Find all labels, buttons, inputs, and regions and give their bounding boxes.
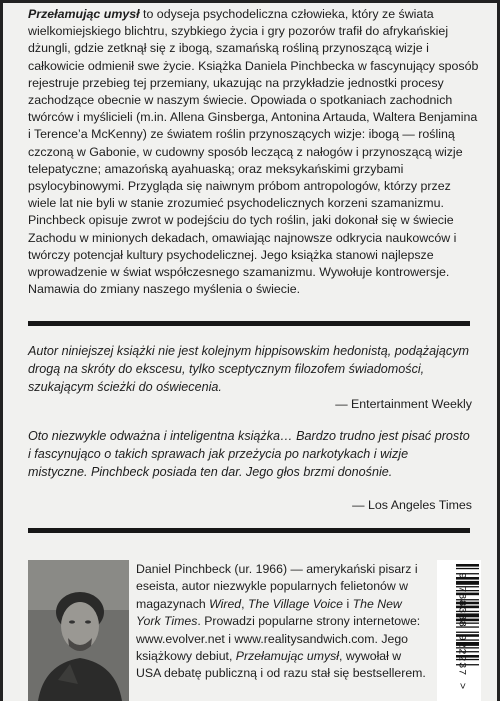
review-quote-2-source: — Los Angeles Times — [352, 498, 472, 512]
bio-magazine-nyt: The New York Times — [136, 596, 402, 629]
bio-separator-1: , — [241, 596, 248, 611]
divider-rule-top — [28, 321, 470, 326]
author-photo — [28, 560, 129, 701]
description-book-title: Przełamując umysł — [28, 7, 140, 21]
bio-book-title: Przełamując umysł — [235, 649, 339, 664]
review-quote-1-source: — Entertainment Weekly — [335, 397, 472, 411]
cover-left-edge — [0, 0, 3, 701]
bio-text-part-3: , wywołał w USA debatę publiczną i od razu stał się bestsellerem. — [136, 649, 426, 681]
review-quote-1 — [28, 342, 470, 396]
isbn-digits: 9 788388 922237 > — [455, 572, 468, 690]
author-bio — [136, 561, 426, 683]
description-paragraph — [28, 6, 480, 298]
divider-rule-bottom — [28, 528, 470, 533]
review-quote-2-text: Oto niezwykle odważna i inteligentna książka… Bardzo trudno jest pisać prosto i fascynująco o takich sprawach jak przeżycia po narkotykach i wizje mistyczne. Pinchbeck posiada ten dar. Jego głos brzmi donośnie. — [28, 429, 470, 479]
author-bio-paragraph — [136, 561, 426, 683]
review-quote-1-text: Autor niniejszej książki nie jest kolejnym hippisowskim hedonistą, podążającym drogą na skróty do ekscesu, tylko sceptycznym filozofem świadomości, szukającym ścieżki do oświecenia. — [28, 344, 469, 394]
bio-separator-2: i — [343, 596, 353, 611]
author-portrait-icon — [28, 560, 129, 701]
cover-top-edge — [0, 0, 500, 3]
bio-magazine-village-voice: The Village Voice — [248, 596, 344, 611]
book-description — [28, 6, 480, 298]
description-body: to odyseja psychodeliczna człowieka, który ze świata wielkomiejskiego blichtru, szybkiego życia i gry pozorów trafił do afrykańskiej dżungli, gdzie zetknął się z ibogą, szamańską rośliną przynoszącą wizje i całkowicie odmienił swe życie. Książka Daniela Pinchbecka w fascynujący sposób rejestruje przebieg tej przemiany, ukazując na przykładzie jednostki procesy zachodzące obecnie w naszym świecie. Opowiada o spotkaniach zachodnich twórców i myślicieli (m.in. Allena Ginsberga, Antonina Artauda, Waltera Benjamina i Terence’a McKenny) ze światem roślin przynoszących wizje: ibogą — rośliną czczoną w Gabonie, w cudowny sposób leczącą z nałogów i przynoszącą wizje telepatyczne; amazońską ayahuaską; oraz meksykańskimi grzybami psylocybinowymi. Przygląda się naiwnym próbom antropologów, którzy przez wiele lat nie byli w stanie zrozumieć psychodelicznych korzeni szamanizmu. Pinchbeck opisuje zwrot w podejściu do tych roślin, jaki dokonał się w świecie Zachodu w minionych dekadach, omawiając najnowsze odkrycia naukowców i twórczy potencjał kultury psychodelicznej. Jego książka stanowi najlepsze wprowadzenie w świat współczesnego szamanizmu. Wywołuje kontrowersje. Namawia do zmiany naszego myślenia o świecie. — [28, 7, 479, 297]
bio-magazine-wired: Wired — [209, 596, 242, 611]
bio-text-part-2: . Prowadzi popularne strony internetowe: www.evolver.net i www.realitysandwich.com. Jego książkowy debiut, — [136, 614, 421, 664]
isbn-barcode — [437, 560, 481, 701]
review-quote-2 — [28, 427, 470, 481]
bio-text-part-1: Daniel Pinchbeck (ur. 1966) — amerykański pisarz i eseista, autor niezwykle popularnych felietonów w magazynach — [136, 562, 418, 611]
